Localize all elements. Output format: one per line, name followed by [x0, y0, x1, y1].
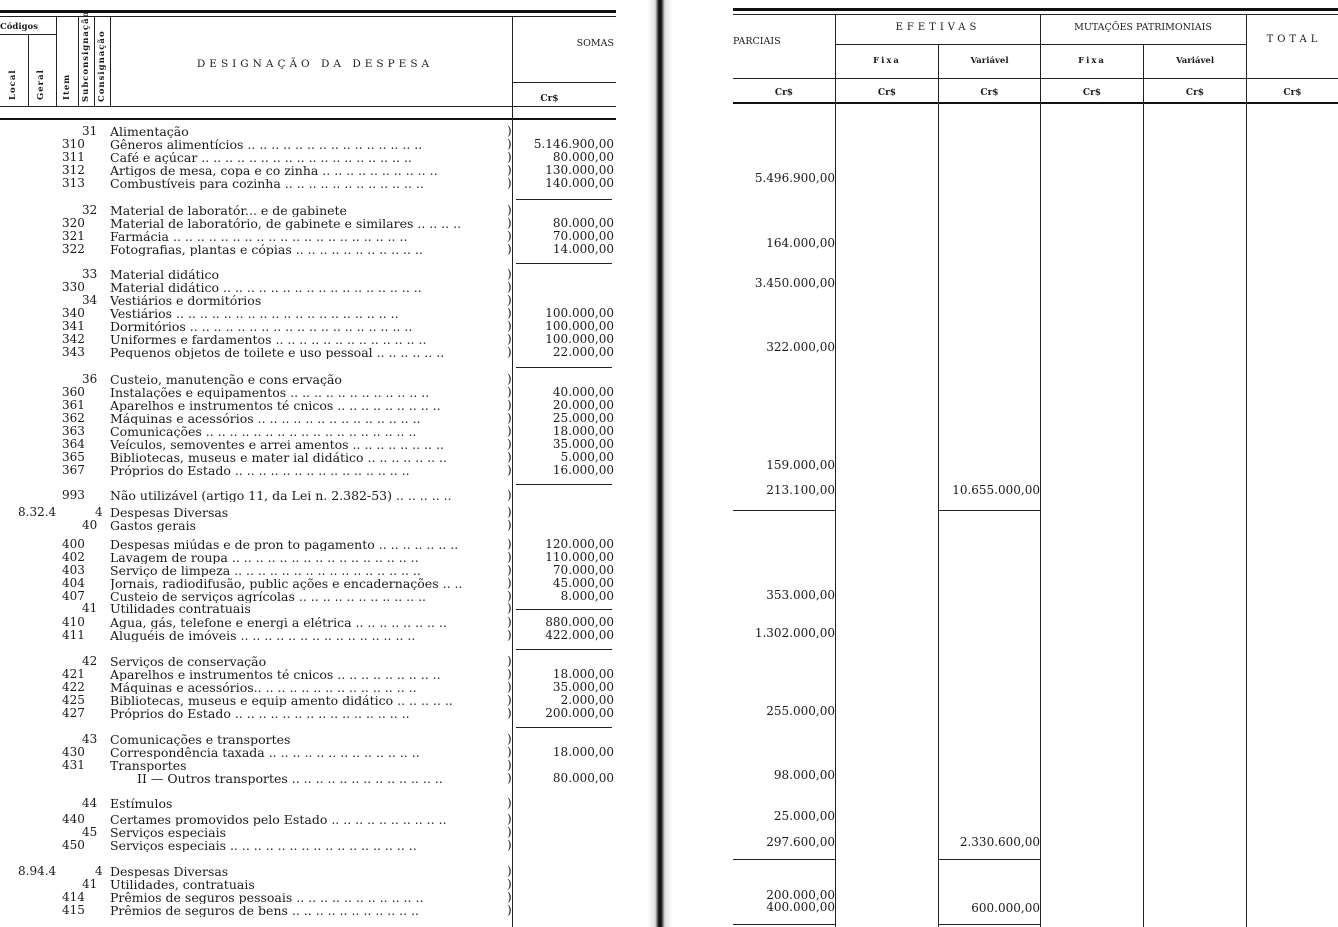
somas-currency: Cr$: [540, 94, 559, 104]
row-bracket: ): [507, 890, 512, 904]
expense-amount: 8.000,00: [560, 589, 614, 603]
expense-description: Combustíveis para cozinha .. .. .. .. .. .. .. .. .. .. .. ..: [110, 177, 424, 190]
expense-amount: 880.000,00: [545, 615, 614, 629]
row-bracket: ): [507, 450, 512, 464]
expense-amount: 140.000,00: [545, 176, 614, 190]
row-bracket: ): [507, 589, 512, 603]
row-bracket: ): [507, 137, 512, 151]
expense-code: 45: [82, 825, 98, 839]
row-bracket: ): [507, 306, 512, 320]
expense-code: 427: [62, 706, 85, 720]
expense-code: 41: [82, 877, 98, 891]
subconsignacao-label: Subconsignação: [81, 10, 91, 102]
col-divider: [94, 16, 95, 106]
variavel-value: 2.330.600,00: [959, 835, 1040, 849]
row-bracket: ): [507, 488, 512, 502]
parcial-value: 5.496.900,00: [754, 171, 835, 185]
expense-amount: 35.000,00: [552, 680, 614, 694]
col-divider: [938, 44, 939, 927]
expense-code: 415: [62, 903, 85, 917]
top-rule-thin: [0, 16, 616, 17]
expense-description: Certames promovidos pelo Estado .. .. .. .. .. .. .. .. .. ..: [110, 813, 447, 826]
expense-amount: 45.000,00: [552, 576, 614, 590]
expense-description: Aluguéis de imóveis .. .. .. .. .. .. .. .. .. .. .. .. .. .. ..: [110, 629, 416, 642]
expense-code: 450: [62, 838, 85, 852]
parcial-value: 98.000,00: [773, 768, 835, 782]
expense-description: Gêneros alimentícios .. .. .. .. .. .. .. .. .. .. .. .. .. .. ..: [110, 138, 423, 151]
designacao-header: DESIGNAÇÃO DA DESPESA: [196, 58, 434, 70]
subtotal-rule: [516, 367, 612, 368]
expense-description: Fotografias, plantas e cópias .. .. .. .. .. .. .. .. .. .. ..: [110, 243, 423, 256]
row-bracket: ): [507, 229, 512, 243]
row-bracket: ): [507, 176, 512, 190]
row-bracket: ): [507, 319, 512, 333]
expense-amount: 100.000,00: [545, 332, 614, 346]
header-bottom-rule: [733, 102, 1338, 104]
expense-amount: 18.000,00: [552, 424, 614, 438]
expense-code: 44: [82, 796, 98, 810]
expense-code: 362: [62, 411, 85, 425]
col-divider: [56, 16, 57, 106]
parciais-rule: [733, 859, 835, 860]
local-label: Local: [8, 69, 18, 100]
expense-description: Utilidades contratuais: [110, 602, 251, 615]
expense-code: 425: [62, 693, 85, 707]
expense-code: 440: [62, 812, 85, 826]
col-divider: [835, 14, 836, 927]
expense-description: Jornais, radiodifusão, public ações e encadernações .. ..: [110, 577, 463, 590]
row-bracket: ): [507, 550, 512, 564]
expense-description: Máquinas e acessórios.. .. .. .. .. .. .. .. .. .. .. .. .. ..: [110, 681, 417, 694]
top-rule: [733, 8, 1338, 11]
expense-code: 422: [62, 680, 85, 694]
variavel-value: 600.000,00: [971, 901, 1040, 915]
expense-code: 363: [62, 424, 85, 438]
total-currency: Cr$: [1283, 88, 1302, 98]
parcial-value: 255.000,00: [766, 704, 835, 718]
parcial-value: 400.000,00: [766, 900, 835, 914]
expense-description: Material didático .. .. .. .. .. .. .. .. .. .. .. .. .. .. .. .. ..: [110, 281, 422, 294]
row-bracket: ): [507, 628, 512, 642]
row-bracket: ): [507, 563, 512, 577]
variavel-value: 10.655.000,00: [952, 483, 1040, 497]
expense-amount: 22.000,00: [552, 345, 614, 359]
expense-description: Despesas Diversas: [110, 506, 229, 519]
expense-amount: 200.000,00: [545, 706, 614, 720]
expense-description: Utilidades, contratuais: [110, 878, 255, 891]
parcial-value: 297.600,00: [766, 835, 835, 849]
row-bracket: ): [507, 680, 512, 694]
expense-description: Serviços especiais: [110, 826, 226, 839]
book-binding: [648, 0, 672, 927]
expense-code: 365: [62, 450, 85, 464]
expense-description: Comunicações e transportes: [110, 733, 291, 746]
expense-amount: 20.000,00: [552, 398, 614, 412]
row-bracket: ): [507, 732, 512, 746]
row-bracket: ): [507, 163, 512, 177]
row-bracket: ): [507, 667, 512, 681]
efetivas-header: EFETIVAS: [895, 22, 981, 33]
expense-code: 40: [82, 518, 98, 532]
expense-code: 31: [82, 124, 98, 138]
expense-description: Gastos gerais: [110, 519, 197, 532]
expense-code: 310: [62, 137, 85, 151]
expense-code: 367: [62, 463, 85, 477]
expense-description: Aparelhos e instrumentos té cnicos .. .. .. .. .. .. .. .. ..: [110, 399, 441, 412]
expense-description: Serviços de conservação: [110, 655, 267, 668]
row-bracket: ): [507, 601, 512, 615]
somas-header: SOMAS: [576, 38, 614, 49]
expense-amount: 18.000,00: [552, 745, 614, 759]
expense-description: Agua, gás, telefone e energi a elétrica .. .. .. .. .. .. .. ..: [110, 616, 447, 629]
expense-description: Custeio de serviços agrícolas .. .. .. .. .. .. .. .. .. .. ..: [110, 590, 427, 603]
expense-description: Vestiários .. .. .. .. .. .. .. .. .. .. .. .. .. .. .. .. .. .. ..: [110, 307, 399, 320]
expense-code: 341: [62, 319, 85, 333]
col-divider: [1246, 14, 1247, 927]
expense-code: 402: [62, 550, 85, 564]
row-bracket: ): [507, 745, 512, 759]
row-bracket: ): [507, 864, 512, 878]
row-bracket: ): [507, 372, 512, 386]
variavel-efetivas-currency: Cr$: [980, 88, 999, 98]
expense-amount: 5.146.900,00: [533, 137, 614, 151]
expense-amount: 110.000,00: [545, 550, 614, 564]
expense-code: 430: [62, 745, 85, 759]
expense-description: Aparelhos e instrumentos té cnicos .. .. .. .. .. .. .. .. ..: [110, 668, 441, 681]
expense-description: Despesas Diversas: [110, 865, 229, 878]
row-bracket: ): [507, 437, 512, 451]
expense-code: 312: [62, 163, 85, 177]
expense-amount: 14.000,00: [552, 242, 614, 256]
variavel-mutacoes-header: Variável: [1175, 56, 1215, 66]
expense-code: 410: [62, 615, 85, 629]
row-bracket: ): [507, 758, 512, 772]
parcial-value: 164.000,00: [766, 236, 835, 250]
row-bracket: ): [507, 693, 512, 707]
expense-description: Estímulos: [110, 797, 173, 810]
row-bracket: ): [507, 771, 512, 785]
somas-rule: [512, 82, 616, 83]
parciais-rule: [733, 924, 835, 925]
expense-code: 340: [62, 306, 85, 320]
codigos-label: Códigos: [0, 22, 39, 32]
expense-amount: 5.000,00: [560, 450, 614, 464]
expense-amount: 80.000,00: [552, 771, 614, 785]
fixa-efetivas-header: Fixa: [873, 56, 901, 66]
expense-code: 313: [62, 176, 85, 190]
col-divider: [1143, 44, 1144, 927]
expense-code: 330: [62, 280, 85, 294]
expense-description: Prêmios de seguros de bens .. .. .. .. .. .. .. .. .. .. ..: [110, 904, 420, 917]
expense-code: 43: [82, 732, 98, 746]
expense-description: Bibliotecas, museus e equip amento didático .. .. .. .. ..: [110, 694, 453, 707]
expense-code: 321: [62, 229, 85, 243]
variavel-mutacoes-currency: Cr$: [1185, 88, 1205, 98]
parciais-currency: Cr$: [774, 88, 794, 98]
expense-code: 407: [62, 589, 85, 603]
row-bracket: ): [507, 385, 512, 399]
col-divider: [1040, 14, 1041, 927]
expense-description: Não utilizável (artigo 11, da Lei n. 2.382-53) .. .. .. .. ..: [110, 489, 452, 502]
expense-code: 320: [62, 216, 85, 230]
expense-code: 343: [62, 345, 85, 359]
expense-code: 4: [95, 864, 103, 878]
expense-amount: 70.000,00: [552, 563, 614, 577]
expense-code: 364: [62, 437, 85, 451]
expense-description: Artigos de mesa, copa e co zinha .. .. .. .. .. .. .. .. .. ..: [110, 164, 438, 177]
expense-amount: 100.000,00: [545, 306, 614, 320]
row-bracket: ): [507, 216, 512, 230]
expense-description: Alimentação: [110, 125, 189, 138]
expense-amount: 2.000,00: [560, 693, 614, 707]
col-divider: [78, 16, 79, 106]
row-bracket: ): [507, 505, 512, 519]
subheader-rule: [836, 44, 1246, 45]
expense-code: 32: [82, 203, 98, 217]
top-rule: [0, 10, 616, 13]
expense-code: 414: [62, 890, 85, 904]
expense-code: 421: [62, 667, 85, 681]
row-bracket: ): [507, 537, 512, 551]
expense-code: 42: [82, 654, 98, 668]
expense-code: 342: [62, 332, 85, 346]
top-rule-thin: [733, 14, 1338, 15]
expense-description: Despesas miúdas e de pron to pagamento .. .. .. .. .. .. ..: [110, 538, 459, 551]
expense-description: Pequenos objetos de toilete e uso pessoal .. .. .. .. .. ..: [110, 346, 445, 359]
expense-amount: 16.000,00: [552, 463, 614, 477]
expense-amount: 80.000,00: [552, 216, 614, 230]
header-bottom-rule-2: [0, 118, 616, 120]
subtotal-rule: [516, 609, 612, 610]
expense-amount: 130.000,00: [545, 163, 614, 177]
variavel-rule: [939, 859, 1040, 860]
row-bracket: ): [507, 267, 512, 281]
header-bottom-rule: [0, 106, 616, 107]
row-bracket: ): [507, 706, 512, 720]
expense-description: Material de laboratór... e de gabinete: [110, 204, 347, 217]
expense-description: Bibliotecas, museus e mater ial didático .. .. .. .. .. .. ..: [110, 451, 448, 464]
row-bracket: ): [507, 576, 512, 590]
fixa-mutacoes-currency: Cr$: [1082, 88, 1102, 98]
subtotal-rule: [516, 727, 612, 728]
variavel-rule: [939, 924, 1040, 925]
row-bracket: ): [507, 203, 512, 217]
row-bracket: ): [507, 424, 512, 438]
col-divider: [110, 16, 111, 106]
parcial-value: 353.000,00: [766, 588, 835, 602]
expense-description: Transportes: [110, 759, 187, 772]
row-bracket: ): [507, 812, 512, 826]
expense-code: 993: [62, 488, 85, 502]
parcial-value: 213.100,00: [766, 483, 835, 497]
row-bracket: ): [507, 463, 512, 477]
row-bracket: ): [507, 293, 512, 307]
parciais-header: PARCIAIS: [733, 36, 781, 47]
expense-description: II — Outros transportes .. .. .. .. .. .. .. .. .. .. .. .. ..: [137, 772, 443, 785]
expense-description: Instalações e equipamentos .. .. .. .. .. .. .. .. .. .. .. ..: [110, 386, 430, 399]
expense-description: Veículos, semoventes e arrei amentos .. .. .. .. .. .. .. ..: [110, 438, 444, 451]
total-header: TOTAL: [1266, 34, 1322, 45]
expense-code: 41: [82, 601, 98, 615]
parciais-rule: [733, 510, 835, 511]
expense-amount: 120.000,00: [545, 537, 614, 551]
expense-code: 34: [82, 293, 98, 307]
col-divider: [28, 34, 29, 106]
fixa-efetivas-currency: Cr$: [877, 88, 897, 98]
fixa-mutacoes-header: Fixa: [1078, 56, 1106, 66]
expense-description: Próprios do Estado .. .. .. .. .. .. .. .. .. .. .. .. .. .. ..: [110, 707, 410, 720]
expense-description: Farmácia .. .. .. .. .. .. .. .. .. .. .. .. .. .. .. .. .. .. .. ..: [110, 230, 408, 243]
expense-description: Lavagem de roupa .. .. .. .. .. .. .. .. .. .. .. .. .. .. .. ..: [110, 551, 419, 564]
local-code: 8.32.4: [18, 505, 57, 519]
row-bracket: ): [507, 615, 512, 629]
consignacao-label: Consignação: [97, 30, 107, 102]
expense-code: 4: [95, 505, 103, 519]
parcial-value: 1.302.000,00: [754, 626, 835, 640]
expense-amount: 100.000,00: [545, 319, 614, 333]
expense-amount: 35.000,00: [552, 437, 614, 451]
expense-description: Máquinas e acessórios .. .. .. .. .. .. .. .. .. .. .. .. .. ..: [110, 412, 421, 425]
subtotal-rule: [516, 649, 612, 650]
subtotal-rule: [516, 263, 612, 264]
expense-description: Material didático: [110, 268, 220, 281]
expense-amount: 18.000,00: [552, 667, 614, 681]
geral-label: Geral: [36, 69, 46, 100]
parcial-value: 25.000,00: [773, 809, 835, 823]
row-bracket: ): [507, 903, 512, 917]
expense-amount: 40.000,00: [552, 385, 614, 399]
expense-code: 404: [62, 576, 85, 590]
expense-description: Café e açúcar .. .. .. .. .. .. .. .. .. .. .. .. .. .. .. .. .. ..: [110, 151, 412, 164]
subheader-rule-2: [733, 78, 1338, 79]
expense-description: Material de laboratório, de gabinete e similares .. .. .. ..: [110, 217, 462, 230]
parcial-value: 200.000,00: [766, 888, 835, 902]
expense-code: 400: [62, 537, 85, 551]
expense-code: 411: [62, 628, 85, 642]
row-bracket: ): [507, 345, 512, 359]
row-bracket: ): [507, 332, 512, 346]
row-bracket: ): [507, 242, 512, 256]
parcial-value: 3.450.000,00: [754, 276, 835, 290]
expense-description: Uniformes e fardamentos .. .. .. .. .. .. .. .. .. .. .. .. ..: [110, 333, 427, 346]
expense-description: Vestiários e dormitórios: [110, 294, 262, 307]
row-bracket: ): [507, 398, 512, 412]
expense-description: Comunicações .. .. .. .. .. .. .. .. .. .. .. .. .. .. .. .. .. ..: [110, 425, 417, 438]
subtotal-rule: [516, 484, 612, 485]
expense-code: 403: [62, 563, 85, 577]
expense-code: 360: [62, 385, 85, 399]
parcial-value: 159.000,00: [766, 458, 835, 472]
row-bracket: ): [507, 877, 512, 891]
row-bracket: ): [507, 825, 512, 839]
expense-amount: 80.000,00: [552, 150, 614, 164]
expense-description: Próprios do Estado .. .. .. .. .. .. .. .. .. .. .. .. .. .. ..: [110, 464, 410, 477]
row-bracket: ): [507, 280, 512, 294]
expense-amount: 70.000,00: [552, 229, 614, 243]
expense-description: Correspondência taxada .. .. .. .. .. .. .. .. .. .. .. .. ..: [110, 746, 420, 759]
variavel-rule: [939, 510, 1040, 511]
expense-description: Prêmios de seguros pessoais .. .. .. .. .. .. .. .. .. .. ..: [110, 891, 424, 904]
item-label: Item: [62, 73, 72, 100]
expense-amount: 422.000,00: [545, 628, 614, 642]
expense-code: 322: [62, 242, 85, 256]
expense-description: Dormitórios .. .. .. .. .. .. .. .. .. .. .. .. .. .. .. .. .. .. ..: [110, 320, 413, 333]
variavel-efetivas-header: Variável: [970, 56, 1009, 66]
expense-code: 33: [82, 267, 98, 281]
row-bracket: ): [507, 150, 512, 164]
subtotal-rule: [516, 199, 612, 200]
expense-code: 36: [82, 372, 98, 386]
expense-description: Serviço de limpeza .. .. .. .. .. .. .. .. .. .. .. .. .. .. .. ..: [110, 564, 421, 577]
expense-description: Serviços especiais .. .. .. .. .. .. .. .. .. .. .. .. .. .. .. ..: [110, 839, 417, 852]
expense-code: 431: [62, 758, 85, 772]
row-bracket: ): [507, 411, 512, 425]
expense-amount: 25.000,00: [552, 411, 614, 425]
row-bracket: ): [507, 838, 512, 852]
row-bracket: ): [507, 796, 512, 810]
expense-code: 361: [62, 398, 85, 412]
local-code: 8.94.4: [18, 864, 57, 878]
row-bracket: ): [507, 654, 512, 668]
row-bracket: ): [507, 518, 512, 532]
expense-description: Custeio, manutenção e cons ervação: [110, 373, 342, 386]
parcial-value: 322.000,00: [766, 340, 835, 354]
mutacoes-header: MUTAÇÕES PATRIMONIAIS: [1074, 22, 1212, 33]
expense-code: 311: [62, 150, 85, 164]
row-bracket: ): [507, 124, 512, 138]
